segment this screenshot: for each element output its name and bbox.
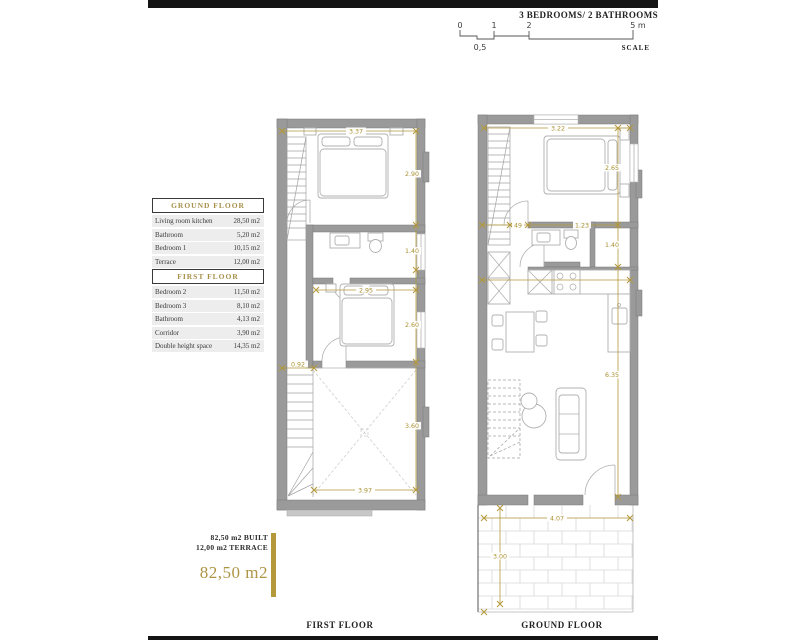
stove-icon [554, 270, 580, 294]
staircase-upper [287, 137, 306, 240]
sofa-icon [556, 388, 586, 460]
first-floor-table-title: FIRST FLOOR [152, 269, 264, 284]
row-value: 12,00 m2 [233, 257, 260, 266]
sink-icon [330, 233, 360, 248]
toilet-icon [564, 230, 578, 250]
dim-bath-width: 1.23 [574, 222, 590, 230]
table-row [152, 300, 264, 312]
area-summary [140, 533, 268, 583]
scale-tick-0: 0 [457, 21, 463, 30]
staircase-lower [287, 368, 313, 497]
row-value: 14,35 m2 [233, 342, 260, 350]
terrace-area-line: 12,00 m2 TERRACE [196, 543, 268, 552]
dim-bed-height: 2.65 [604, 165, 620, 172]
dim-bath-height: 1.40 [404, 248, 420, 255]
dim-bed2-width: 2.95 [358, 287, 374, 295]
row-label: Bedroom 1 [155, 244, 187, 252]
ground-floor-plan [470, 112, 646, 620]
total-area: 82,50 m2 [199, 563, 268, 582]
dim-living-height: 6.35 [604, 372, 620, 379]
row-value: 5,20 m2 [237, 230, 260, 239]
table-row [152, 286, 264, 298]
dim-bed1-width: 3.37 [348, 128, 364, 136]
table-row [152, 313, 264, 325]
row-label: Bathroom [155, 230, 183, 239]
dim-void-width: 3.97 [357, 487, 373, 495]
ground-floor-table-title: GROUND FLOOR [152, 198, 264, 213]
scale-tick-1: 1 [491, 21, 497, 30]
dim-corridor-width: 0.92 [290, 361, 306, 369]
first-floor-plan [268, 112, 438, 520]
sink-icon [532, 230, 560, 245]
dim-terrace-height: 3.00 [492, 553, 508, 561]
table-row [152, 215, 264, 227]
row-value: 11,50 m2 [233, 288, 260, 296]
top-black-bar [148, 0, 658, 8]
first-floor-caption: FIRST FLOOR [306, 620, 374, 630]
row-value: 3,90 m2 [237, 328, 260, 337]
bed-icon [304, 128, 403, 198]
dim-bed2-height: 2.60 [404, 322, 420, 329]
row-label: Bedroom 2 [155, 288, 187, 296]
dim-terrace-width: 4.07 [549, 515, 565, 523]
bed-icon [544, 125, 629, 197]
staircase [488, 127, 510, 245]
scale-caption: SCALE [621, 44, 650, 52]
row-label: Double height space [155, 342, 213, 350]
ground-floor-caption: GROUND FLOOR [521, 620, 603, 630]
row-value: 8,10 m2 [237, 301, 260, 310]
double-height-void [313, 368, 416, 495]
table-row [152, 340, 264, 352]
row-label: Terrace [155, 257, 176, 266]
area-tables [152, 198, 264, 354]
row-value: 4,13 m2 [237, 315, 260, 323]
dim-void-height: 3.60 [404, 423, 420, 430]
row-label: Corridor [155, 328, 180, 337]
staircase-lower [488, 380, 520, 458]
sheet-title: 3 BEDROOMS/ 2 BATHROOMS [519, 10, 658, 20]
scale-tick-2: 2 [526, 21, 532, 30]
entry-door-arc [585, 465, 615, 495]
row-value: 28,50 m2 [233, 217, 260, 225]
table-row [152, 327, 264, 339]
scale-half-label: 0,5 [473, 43, 487, 52]
row-label: Bedroom 3 [155, 301, 187, 310]
table-row [152, 256, 264, 268]
scale-bar-line [460, 30, 633, 39]
dim-bath-height: 1.40 [604, 242, 620, 249]
dining-table-icon [492, 311, 547, 352]
row-label: Living room kitchen [155, 217, 213, 225]
coffee-table-icon [521, 393, 546, 428]
dim-bed-width: 3.22 [550, 125, 566, 133]
dim-hall-width: 49 [513, 222, 523, 230]
toilet-icon [368, 233, 383, 253]
wardrobe-icon [488, 252, 510, 304]
bottom-black-bar [148, 636, 658, 640]
dim-bed1-height: 2.90 [404, 171, 420, 178]
table-row [152, 242, 264, 254]
scale-tick-5: 5 m [630, 21, 646, 30]
dimension-lines [479, 125, 633, 615]
scale-bar [448, 20, 656, 56]
built-area-line: 82,50 m2 BUILT [210, 533, 268, 542]
row-label: Bathroom [155, 315, 183, 323]
row-value: 10,15 m2 [233, 244, 260, 252]
gold-accent-bar [271, 533, 276, 597]
table-row [152, 229, 264, 241]
